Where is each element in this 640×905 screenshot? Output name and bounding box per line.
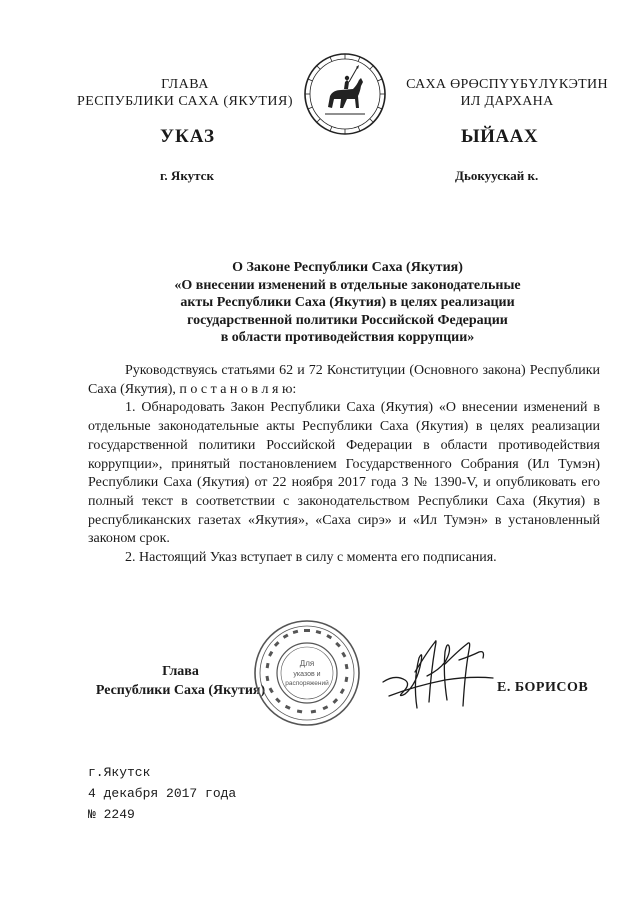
decree-label-ru: УКАЗ xyxy=(160,126,215,147)
document-footer xyxy=(88,762,236,825)
title-line: О Законе Республики Саха (Якутия) xyxy=(232,260,463,275)
city-label-sakha: Дьокуускай к. xyxy=(455,168,539,183)
decree-title xyxy=(120,259,575,347)
stamp-text-line1: Для xyxy=(299,659,315,668)
handwritten-signature xyxy=(375,622,500,722)
footer-date: 4 декабря 2017 года xyxy=(88,786,237,801)
title-line: акты Республики Саха (Якутия) в целях реализации xyxy=(180,295,515,310)
item-1-paragraph: 1. Обнародовать Закон Республики Саха (Якутия) «О внесении изменений в отдельные законодательные акты Республики Саха (Якутия) в целях реализации государственной политики Российской Федерации в области противодействия коррупции», принятый постановлением Государственного Собрания (Ил Тумэн) Республики Саха (Якутия) от 22 ноября 2017 года З № 1390-V, и опубликовать его полный текст в соответствии с законодательством Республики Саха (Якутия) в республиканских газетах «Якутия», «Саха сирэ» и «Ил Тумэн» в установленный законом срок. xyxy=(88,400,600,547)
issuer-right-block xyxy=(392,76,622,110)
coat-of-arms-emblem xyxy=(303,52,387,136)
intro-paragraph: Руководствуясь статьями 62 и 72 Конституции (Основного закона) Республики Саха (Якутия), п о с т а н о в л я ю: xyxy=(88,363,600,397)
signatory-title xyxy=(88,662,273,700)
footer-number: № 2249 xyxy=(88,807,135,822)
title-line: государственной политики Российской Федерации xyxy=(187,312,508,328)
city-label-ru: г. Якутск xyxy=(160,168,214,183)
item-2-paragraph: 2. Настоящий Указ вступает в силу с момента его подписания. xyxy=(125,550,497,566)
decree-body xyxy=(88,362,600,568)
issuer-left-line1: ГЛАВА xyxy=(161,77,209,92)
signatory-title-line1: Глава xyxy=(162,664,199,679)
issuer-left-block xyxy=(70,76,300,110)
signatory-name: Е. БОРИСОВ xyxy=(497,680,589,695)
official-stamp-seal xyxy=(252,618,362,728)
signatory-title-line2: Республики Саха (Якутия) xyxy=(95,683,266,698)
issuer-left-line2: РЕСПУБЛИКИ САХА (ЯКУТИЯ) xyxy=(76,94,294,109)
footer-city: г.Якутск xyxy=(88,765,151,780)
decree-label-sakha: ЫЙААХ xyxy=(461,126,539,147)
stamp-text-line3: распоряжений xyxy=(285,680,329,687)
issuer-right-line1: САХА ӨРӨСПҮҮБҮЛҮКЭТИН xyxy=(406,77,608,92)
issuer-right-line2: ИЛ ДАРХАНА xyxy=(460,94,554,109)
title-line: «О внесении изменений в отдельные законодательные xyxy=(174,277,521,293)
stamp-text-line2: указов и xyxy=(293,671,321,678)
title-line: в области противодействия коррупции» xyxy=(220,330,475,345)
